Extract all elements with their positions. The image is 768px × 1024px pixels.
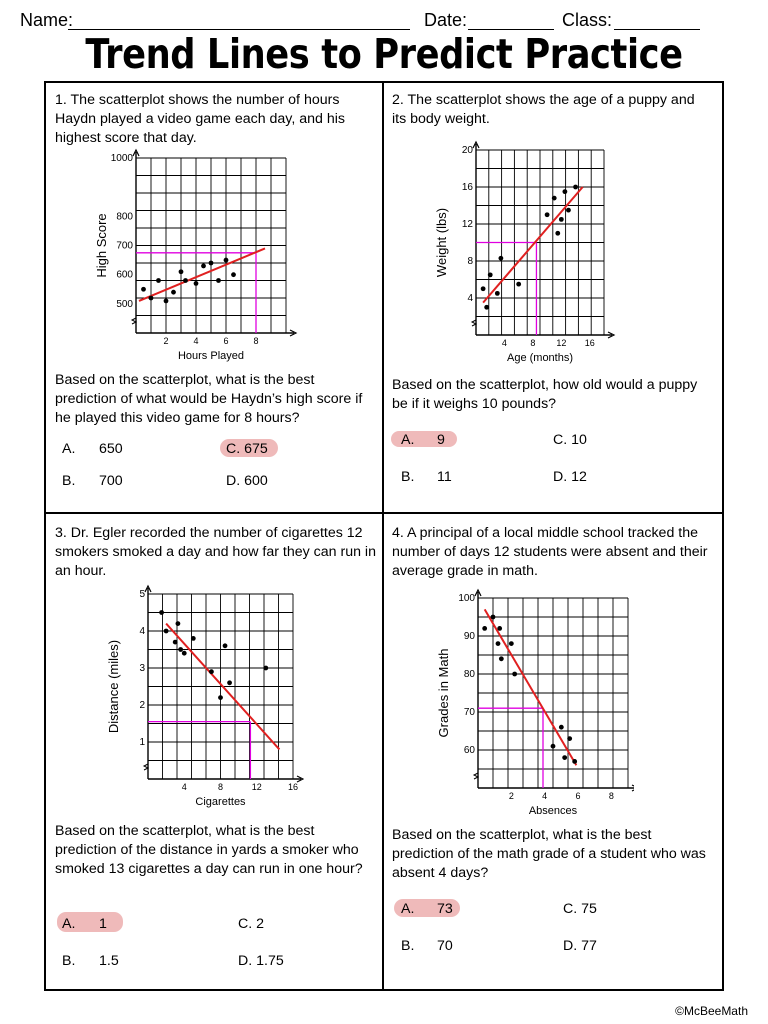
data-point (491, 615, 496, 620)
data-point (509, 641, 514, 646)
x-tick-label: 12 (251, 782, 262, 792)
x-axis-label: Hours Played (177, 350, 245, 362)
y-tick-label: 600 (116, 269, 133, 281)
x-tick-label: 4 (193, 336, 199, 346)
problem-1-prompt: Based on the scatterplot, what is the best prediction of what would be Haydn’s high score if he played this video game for 8 hours? (55, 372, 363, 426)
y-tick-label: 4 (139, 626, 145, 637)
problem-1-choice-a[interactable]: A. 650 (62, 441, 123, 457)
y-tick-label: 90 (463, 631, 475, 642)
problem-3-prompt: Based on the scatterplot, what is the best prediction of the distance in yards a smoker who smoked 13 cigarettes a day can run in one hour? (55, 823, 363, 877)
data-point (216, 278, 221, 283)
problem-2-choice-d[interactable]: D. 12 (553, 469, 587, 485)
problem-1-choice-d[interactable]: D. 600 (226, 473, 268, 489)
problem-3-chart (104, 584, 304, 814)
data-point (141, 287, 146, 292)
y-axis-label: Weight (lbs) (434, 207, 449, 278)
y-tick-label: 60 (463, 745, 475, 756)
problem-3-choice-b[interactable]: B. 1.5 (62, 953, 119, 969)
data-point (171, 290, 176, 295)
data-point (559, 217, 564, 222)
problem-2-question: 2. The scatterplot shows the age of a puppy and its body weight. (392, 92, 695, 127)
data-point (183, 278, 188, 283)
data-point (191, 636, 196, 641)
data-point (482, 626, 487, 631)
data-point (497, 626, 502, 631)
data-point (562, 755, 567, 760)
copyright: ©McBeeMath (675, 1004, 748, 1018)
y-tick-label: 500 (116, 298, 133, 310)
y-axis-label: Grades in Math (436, 648, 451, 738)
x-tick-label: 16 (287, 782, 299, 792)
problem-4-choice-d[interactable]: D. 77 (563, 938, 597, 954)
data-point (551, 744, 556, 749)
problem-3-choice-c[interactable]: C. 2 (238, 916, 265, 932)
x-tick-label: 8 (253, 336, 259, 346)
y-tick-label: 1000 (110, 153, 133, 164)
data-point (176, 621, 181, 626)
data-point (164, 299, 169, 304)
y-tick-label: 4 (467, 293, 473, 304)
y-tick-label: 70 (463, 707, 475, 718)
trend-line (483, 187, 583, 303)
data-point (194, 281, 199, 286)
data-point (159, 610, 164, 615)
data-point (516, 282, 521, 287)
data-point (572, 759, 577, 764)
problem-4-choice-a[interactable]: A. 73 (401, 901, 453, 917)
data-point (209, 261, 214, 266)
x-tick-label: 2 (163, 336, 169, 346)
class-label: Class: (562, 10, 613, 30)
data-point (552, 196, 557, 201)
x-tick-label: 2 (508, 791, 514, 801)
y-tick-label: 8 (467, 256, 473, 267)
problem-2-chart (432, 140, 632, 375)
y-tick-label: 12 (461, 219, 473, 230)
x-tick-label: 8 (217, 782, 224, 792)
data-point (227, 680, 232, 685)
data-point (149, 296, 154, 301)
data-point (263, 666, 268, 671)
problem-3-question: 3. Dr. Egler recorded the number of cigarettes 12 smokers smoked a day and how far they can run in an hour. (55, 525, 376, 579)
y-tick-label: 800 (116, 211, 133, 223)
x-tick-label: 4 (501, 338, 507, 348)
x-tick-label: 8 (608, 791, 614, 801)
x-tick-label: 8 (530, 338, 536, 348)
x-tick-label: 4 (542, 791, 548, 801)
y-tick-label: 100 (458, 593, 475, 604)
problem-4-question: 4. A principal of a local middle school tracked the number of days 12 students were absent and their average grade in math. (392, 525, 708, 579)
y-tick-label: 3 (139, 663, 145, 674)
data-point (567, 736, 572, 741)
x-axis-label: Cigarettes (195, 796, 246, 808)
data-point (555, 231, 560, 236)
data-point (178, 647, 183, 652)
problem-1-chart (90, 148, 310, 373)
name-label: Name: (20, 10, 74, 30)
trend-line (485, 609, 577, 765)
grid-divider-horizontal (44, 512, 724, 514)
data-point (156, 278, 161, 283)
data-point (512, 672, 517, 677)
grid-divider-vertical (382, 81, 384, 991)
x-tick-label: 6 (223, 336, 229, 346)
y-axis-label: Distance (miles) (106, 639, 121, 734)
data-point (179, 269, 184, 274)
data-point (498, 256, 503, 261)
data-point (481, 286, 486, 291)
x-tick-label: 4 (181, 782, 187, 792)
y-tick-label: 80 (463, 669, 475, 680)
data-point (573, 185, 578, 190)
y-tick-label: 2 (139, 700, 145, 711)
problem-1-question: 1. The scatterplot shows the number of hours Haydn played a video game each day, and his highest score that day. (55, 92, 345, 146)
data-point (559, 725, 564, 730)
data-point (173, 640, 178, 645)
data-point (566, 208, 571, 213)
y-tick-label: 20 (461, 145, 473, 156)
x-tick-label: 12 (556, 338, 567, 348)
data-point (499, 656, 504, 661)
data-point (164, 629, 169, 634)
data-point (218, 695, 223, 700)
problem-1-choice-b[interactable]: B. 700 (62, 473, 123, 489)
data-point (223, 643, 228, 648)
data-point (201, 264, 206, 269)
y-axis-label: High Score (94, 213, 109, 278)
problem-2-choice-b[interactable]: B. 11 (401, 469, 452, 485)
x-tick-label: 16 (584, 338, 595, 348)
x-axis-label: Age (months) (506, 352, 574, 364)
data-point (562, 189, 567, 194)
problem-2-choice-c[interactable]: C. 10 (553, 432, 587, 448)
x-axis-label: Absences (528, 805, 578, 817)
x-tick-label: 6 (575, 791, 581, 801)
y-tick-label: 16 (461, 182, 473, 193)
problem-4-chart (434, 588, 634, 823)
problem-2-choice-a[interactable]: A. 9 (401, 432, 445, 448)
data-point (495, 291, 500, 296)
data-point (182, 651, 187, 656)
page-title: Trend Lines to Predict Practice (85, 30, 683, 78)
data-point (496, 641, 501, 646)
problem-3-choice-a[interactable]: A. 1 (62, 916, 107, 932)
problem-1-choice-c[interactable]: C. 675 (226, 441, 268, 457)
trend-line (139, 248, 265, 301)
data-point (224, 258, 229, 263)
data-point (488, 272, 493, 277)
problem-4-choice-b[interactable]: B. 70 (401, 938, 453, 954)
y-tick-label: 1 (139, 737, 145, 748)
problem-4-prompt: Based on the scatterplot, what is the best prediction of the math grade of a student who was absent 4 days? (392, 827, 706, 881)
worksheet-header (20, 10, 748, 32)
problem-3-choice-d[interactable]: D. 1.75 (238, 953, 284, 969)
y-tick-label: 700 (116, 240, 133, 252)
y-tick-label: 5 (139, 589, 145, 600)
data-point (484, 305, 489, 310)
problem-4-choice-c[interactable]: C. 75 (563, 901, 597, 917)
data-point (209, 669, 214, 674)
date-label: Date: (424, 10, 468, 30)
data-point (231, 272, 236, 277)
data-point (545, 212, 550, 217)
problem-2-prompt: Based on the scatterplot, how old would a puppy be if it weighs 10 pounds? (392, 377, 698, 412)
